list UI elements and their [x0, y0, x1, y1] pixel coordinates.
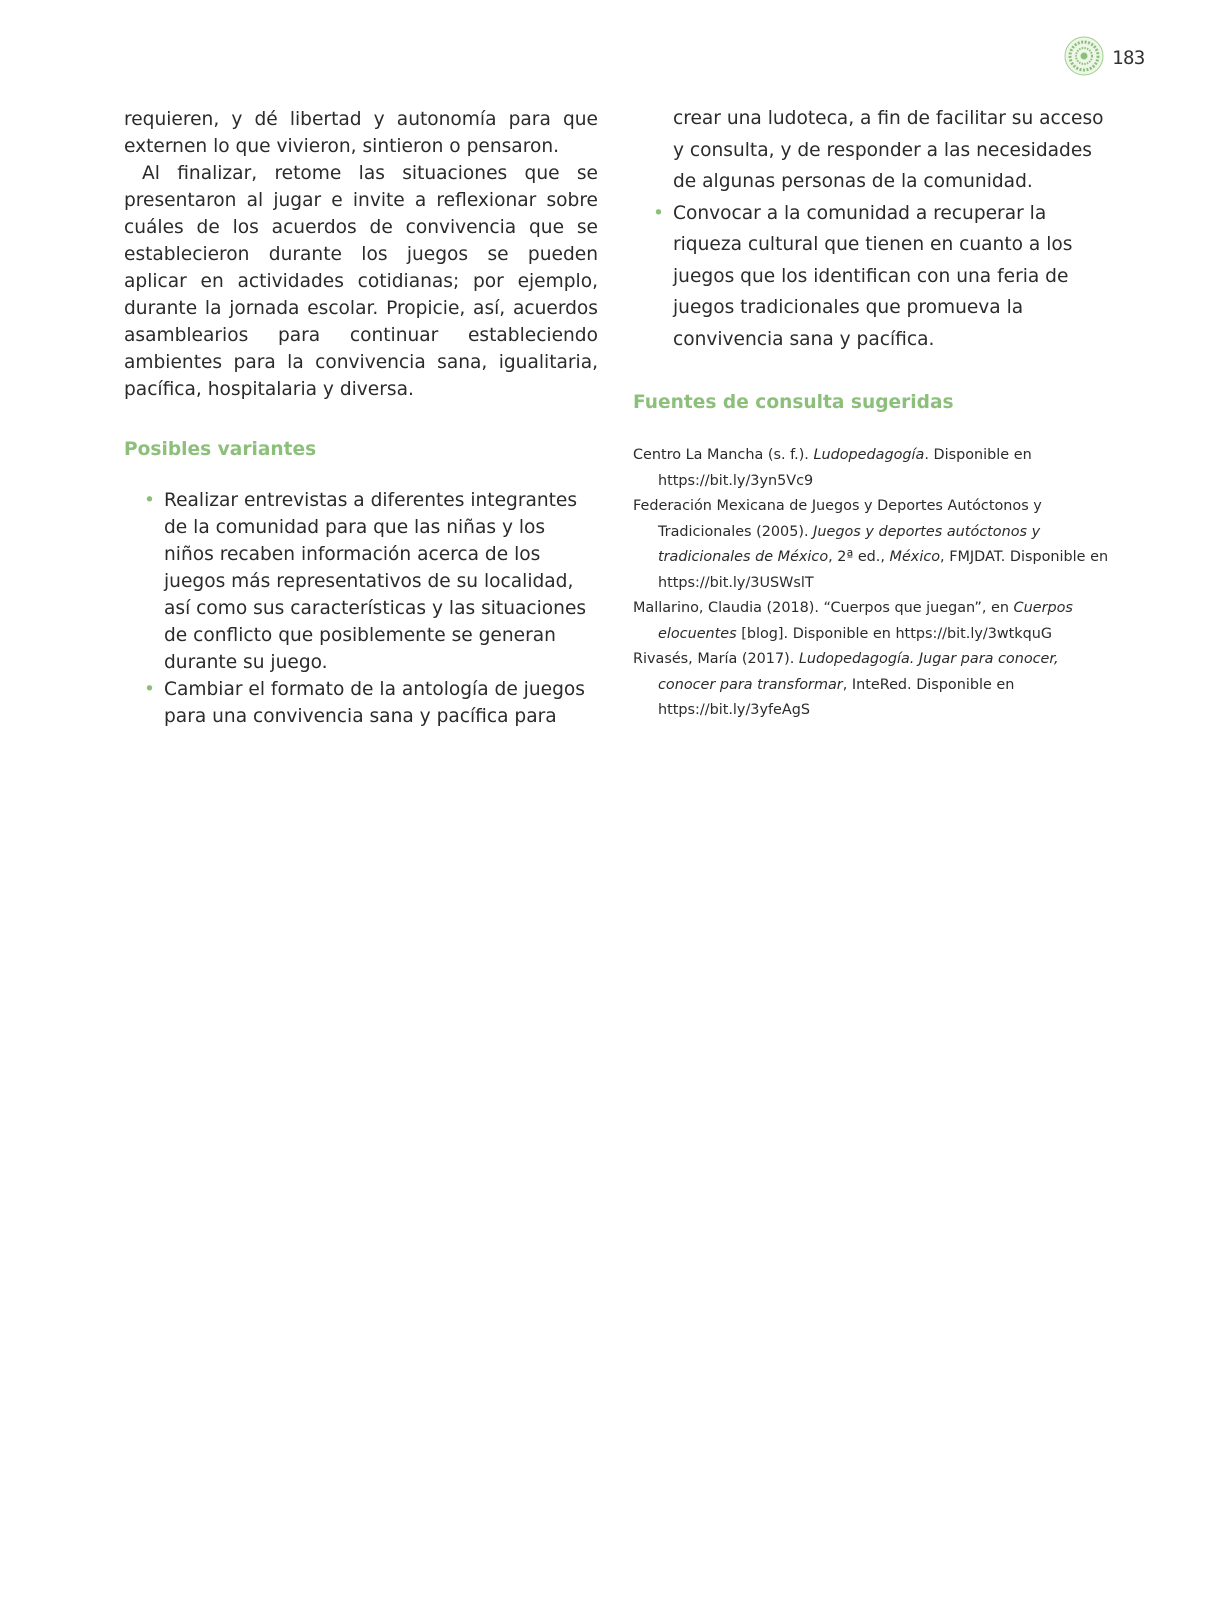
bullet-icon: •: [144, 679, 155, 700]
list-item-continued: crear una ludoteca, a fin de facilitar su acceso y consulta, y de responder a las necesidades de algunas personas de la comunidad.: [673, 108, 1104, 192]
reference-item: Federación Mexicana de Juegos y Deportes Autóctonos y Tradicionales (2005). Juegos y deportes autóctonos y tradicionales de México, 2ª ed., México, FMJDAT. Disponible en https://bit.ly/3USWslT: [633, 498, 1109, 591]
paragraph-intro: requieren, y dé libertad y autonomía para que externen lo que vivieron, sintieron o pensaron.: [124, 109, 598, 157]
list-item: • Cambiar el formato de la antología de juegos para una convivencia sana y pacífica para: [124, 676, 598, 730]
bullet-icon: •: [653, 202, 664, 224]
page-header: [1064, 36, 1145, 80]
list-item: • Convocar a la comunidad a recuperar la riqueza cultural que tienen en cuanto a los juegos que los identifican con una feria de juegos tradicionales que promueva la convivencia sana y pacífica.: [633, 198, 1113, 356]
variants-list: [124, 487, 598, 730]
reference-item: Centro La Mancha (s. f.). Ludopedagogía. Disponible en https://bit.ly/3yn5Vc9: [633, 447, 1032, 489]
references-list: [633, 443, 1113, 724]
sources-heading: Fuentes de consulta sugeridas: [633, 392, 954, 413]
list-item: • Realizar entrevistas a diferentes integrantes de la comunidad para que las niñas y los niños recaben información acerca de los juegos más representativos de su localidad, así como sus características y las situaciones de conflicto que posiblemente se generan durante su juego.: [124, 487, 598, 676]
right-column: [633, 106, 1113, 724]
bullet-icon: •: [144, 490, 155, 511]
sun-emblem-icon: [1064, 36, 1104, 80]
left-column: [124, 106, 598, 730]
reference-item: Mallarino, Claudia (2018). “Cuerpos que juegan”, en Cuerpos elocuentes [blog]. Disponible en https://bit.ly/3wtkquG: [633, 600, 1073, 642]
reference-item: Rivasés, María (2017). Ludopedagogía. Jugar para conocer, conocer para transformar, InteRed. Disponible en https://bit.ly/3yfeAgS: [633, 651, 1059, 718]
continued-list: [633, 103, 1113, 355]
page-number: 183: [1112, 47, 1145, 69]
variants-heading: Posibles variantes: [124, 439, 317, 460]
paragraph-reflection: Al finalizar, retome las situaciones que se presentaron al jugar e invite a reflexionar sobre cuáles de los acuerdos de convivencia que se establecieron durante los juegos se pueden aplicar en actividades cotidianas; por ejemplo, durante la jornada escolar. Propicie, así, acuerdos asamblearios para continuar estableciendo ambientes para la convivencia sana, igualitaria, pacífica, hospitalaria y diversa.: [124, 163, 598, 400]
